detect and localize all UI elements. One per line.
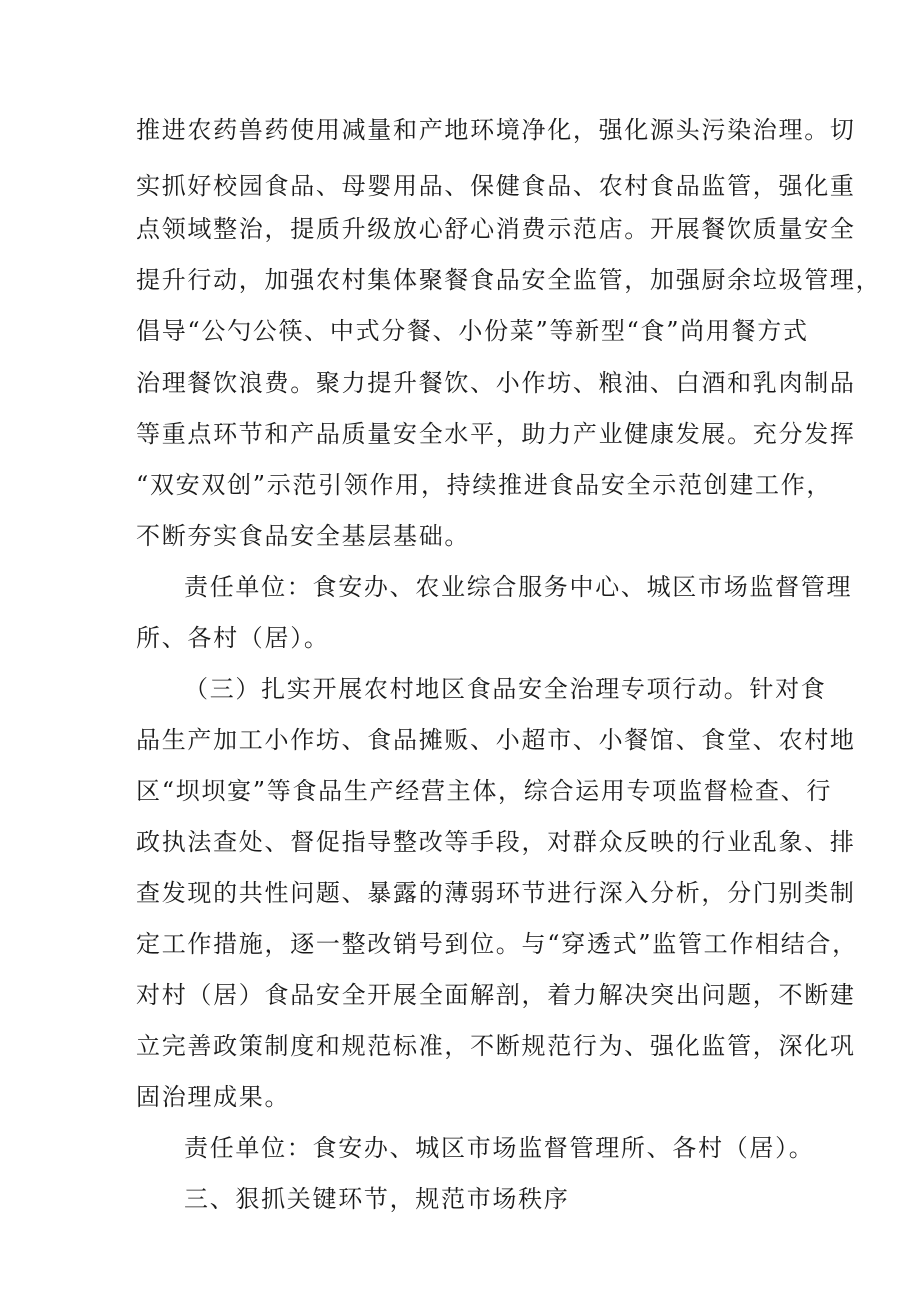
text-line: 所、各村（居）。 bbox=[136, 624, 330, 652]
responsible-units-line: 责任单位：食安办、农业综合服务中心、城区市场监督管理 bbox=[184, 573, 853, 601]
text-line: 不断夯实食品安全基层基础。 bbox=[136, 522, 471, 550]
text-line: 立完善政策制度和规范标准，不断规范行为、强化监管，深化巩 bbox=[136, 1032, 856, 1060]
text-line: 固治理成果。 bbox=[136, 1083, 291, 1111]
text-line: 实抓好校园食品、母婴用品、保健食品、农村食品监管，强化重 bbox=[136, 172, 856, 200]
text-line: 治理餐饮浪费。聚力提升餐饮、小作坊、粮油、白酒和乳肉制品 bbox=[136, 369, 856, 397]
text-line: 政执法查处、督促指导整改等手段，对群众反映的行业乱象、排 bbox=[136, 828, 856, 856]
text-line: 等重点环节和产品质量安全水平，助力产业健康发展。充分发挥 bbox=[136, 420, 856, 448]
section-heading-line: （三）扎实开展农村地区食品安全治理专项行动。针对食 bbox=[184, 675, 827, 703]
text-line: “双安双创”示范引领作用，持续推进食品安全示范创建工作， bbox=[136, 471, 833, 499]
text-line: 点领域整治，提质升级放心舒心消费示范店。开展餐饮质量安全 bbox=[136, 215, 856, 243]
text-line: 提升行动，加强农村集体聚餐食品安全监管，加强厨余垃圾管理， bbox=[136, 266, 882, 294]
text-line: 倡导“公勺公筷、中式分餐、小份菜”等新型“食”尚用餐方式 bbox=[136, 317, 809, 345]
text-line: 区“坝坝宴”等食品生产经营主体，综合运用专项监督检查、行 bbox=[136, 777, 833, 805]
text-line: 推进农药兽药使用减量和产地环境净化，强化源头污染治理。切 bbox=[136, 116, 856, 144]
text-line: 查发现的共性问题、暴露的薄弱环节进行深入分析，分门别类制 bbox=[136, 879, 856, 907]
responsible-units-line: 责任单位：食安办、城区市场监督管理所、各村（居）。 bbox=[184, 1134, 815, 1162]
text-line: 品生产加工小作坊、食品摊贩、小超市、小餐馆、食堂、农村地 bbox=[136, 726, 856, 754]
text-line: 定工作措施，逐一整改销号到位。与“穿透式”监管工作相结合， bbox=[136, 930, 858, 958]
chapter-heading-line: 三、狠抓关键环节，规范市场秩序 bbox=[184, 1185, 570, 1213]
text-line: 对村（居）食品安全开展全面解剖，着力解决突出问题，不断建 bbox=[136, 981, 856, 1009]
